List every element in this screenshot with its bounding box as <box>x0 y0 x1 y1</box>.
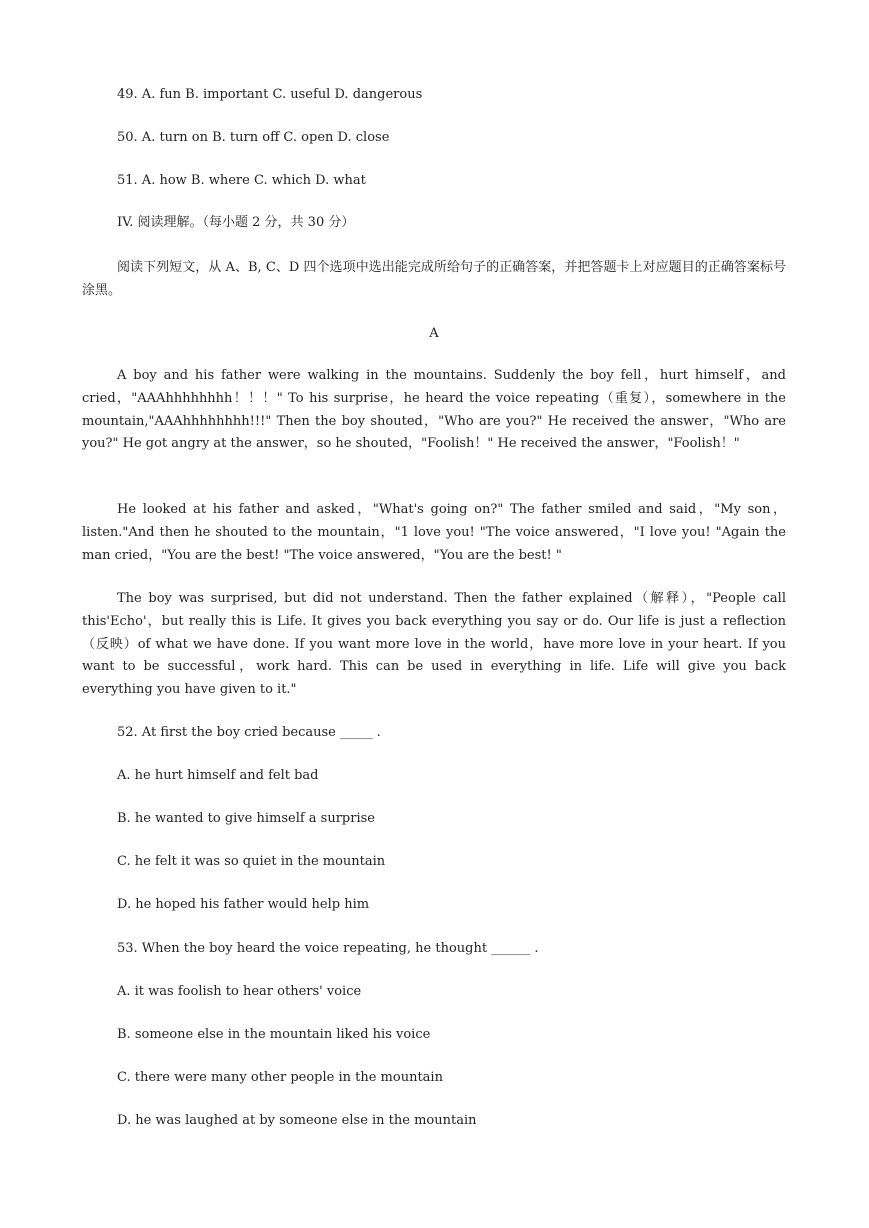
question-51: 51. A. how B. where C. which D. what <box>117 173 366 188</box>
answer-option: A. he hurt himself and felt bad <box>117 768 319 783</box>
passage-paragraph: The boy was surprised, but did not understand. Then the father explained（解释），"People call this'Echo'，but really this is Life. It gives you back everything you say or do. Our life is just a reflection（反映）of what we have done. If you want more love in the world，have more love in your heart. If you want to be successful，work hard. This can be used in everything in life. Life will give you back everything you have given to it." <box>82 591 786 698</box>
question-stem: 52. At first the boy cried because _____ . <box>117 725 381 740</box>
answer-option: C. he felt it was so quiet in the mountain <box>117 854 386 869</box>
section-heading: IV. 阅读理解。（每小题 2 分，共 30 分） <box>117 215 355 230</box>
passage-paragraph: A boy and his father were walking in the mountains. Suddenly the boy fell，hurt himself，and cried，"AAAhhhhhhhh！！！" To his surprise，he heard the voice repeating（重复），somewhere in the mountain,"AAAhhhhhhhh!!!" Then the boy shouted，"Who are you?" He received the answer，"Who are you?" He got angry at the answer，so he shouted，"Foolish！" He received the answer，"Foolish！" <box>82 368 786 452</box>
section-instruction: 阅读下列短文，从 A、B, C、D 四个选项中选出能完成所给句子的正确答案，并把答题卡上对应题目的正确答案标号涂黑。 <box>82 260 786 298</box>
answer-option: D. he was laughed at by someone else in the mountain <box>117 1113 477 1128</box>
answer-option: D. he hoped his father would help him <box>117 897 370 912</box>
answer-option: C. there were many other people in the mountain <box>117 1070 443 1085</box>
answer-option: B. someone else in the mountain liked his voice <box>117 1027 431 1042</box>
passage-paragraph: He looked at his father and asked，"What's going on?" The father smiled and said，"My son，listen."And then he shouted to the mountain，"1 love you! "The voice answered，"I love you! "Again the man cried，"You are the best! "The voice answered，"You are the best! " <box>82 502 786 563</box>
answer-option: A. it was foolish to hear others' voice <box>117 984 362 999</box>
answer-option: B. he wanted to give himself a surprise <box>117 811 375 826</box>
question-50: 50. A. turn on B. turn off C. open D. close <box>117 130 390 145</box>
passage-label: A <box>429 326 439 341</box>
question-49: 49. A. fun B. important C. useful D. dangerous <box>117 87 423 102</box>
question-stem: 53. When the boy heard the voice repeating, he thought ______ . <box>117 941 539 956</box>
